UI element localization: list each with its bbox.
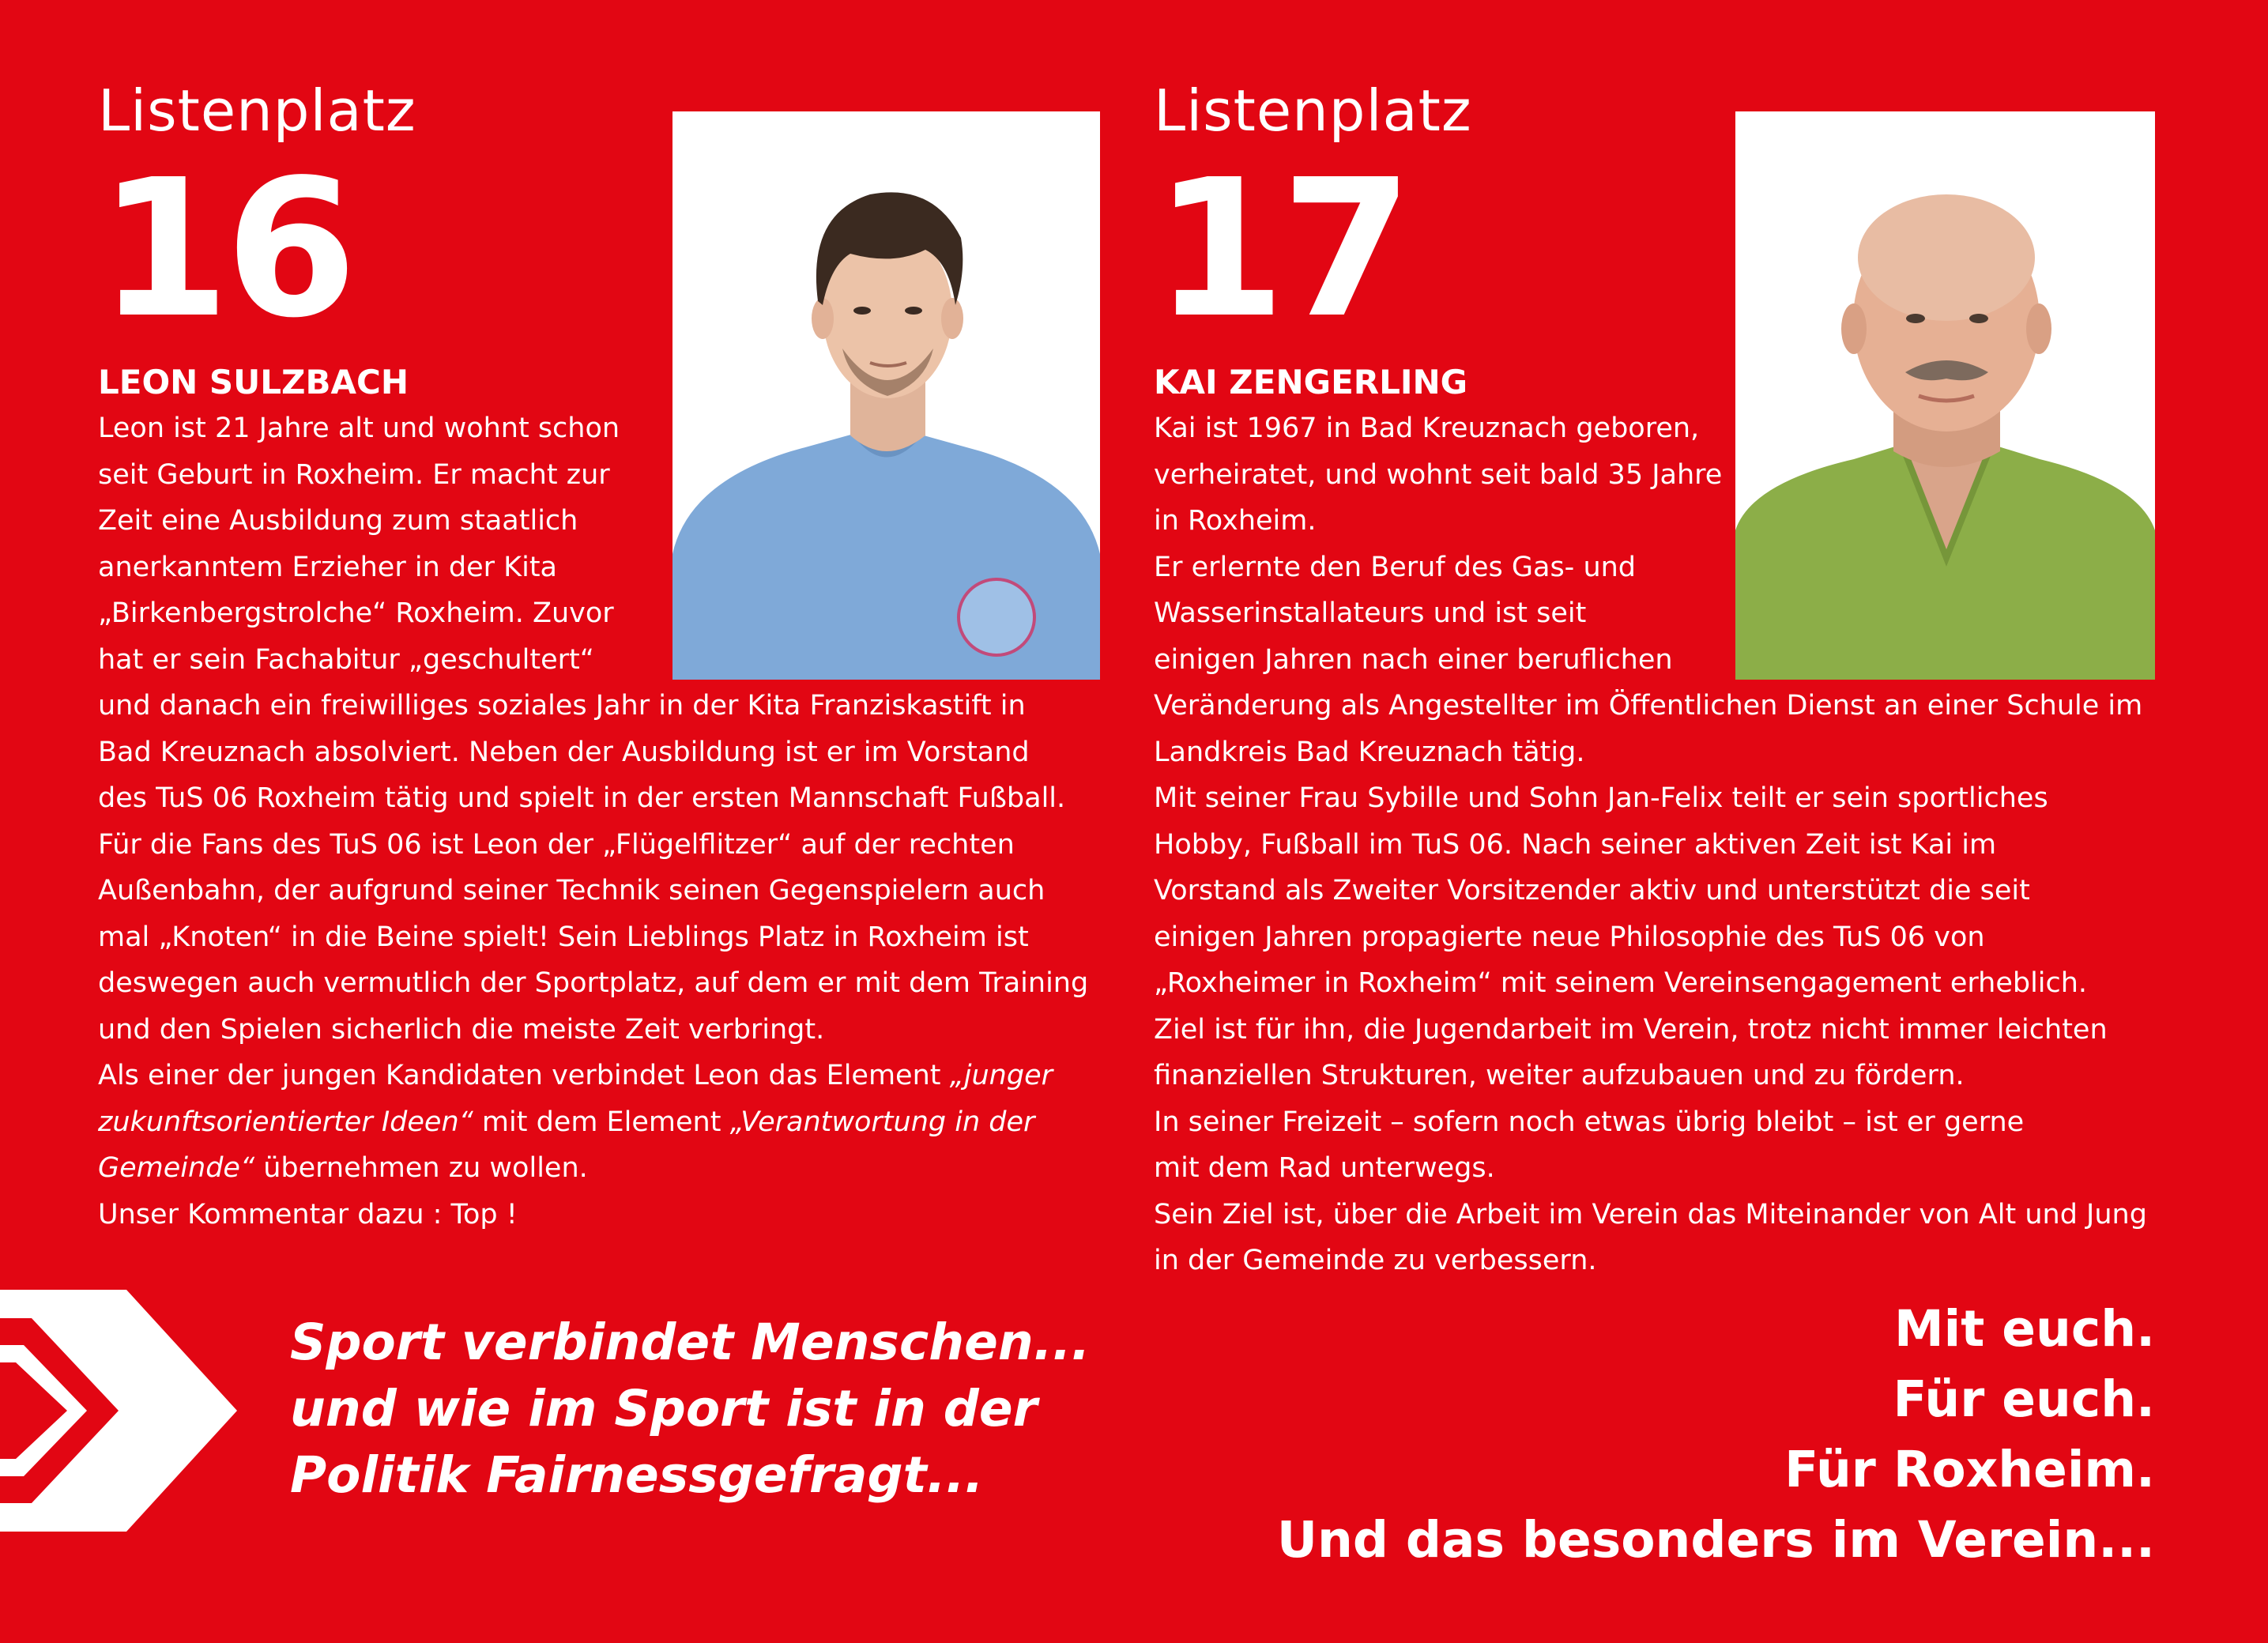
bio-line: seit Geburt in Roxheim. Er macht zur [98, 458, 610, 491]
bio-line: „Birkenbergstrolche“ Roxheim. Zuvor [98, 597, 614, 629]
slogan-line: Und das besonders im Verein... [1276, 1511, 2155, 1569]
listenplatz-label: Listenplatz [98, 77, 416, 144]
bio-line: Zeit eine Ausbildung zum staatlich [98, 505, 578, 537]
slogan-line: Politik Fairnessgefragt... [290, 1446, 984, 1504]
slogan-line: und wie im Sport ist in der [290, 1380, 1038, 1438]
list-number: 16 [98, 138, 352, 360]
bio-line [98, 1145, 1088, 1192]
bio-line: Wasserinstallateurs und ist seit [1154, 597, 1587, 629]
bio-text: Als einer der jungen Kandidaten verbindet Leon das Element [98, 1060, 950, 1091]
bio-quote: „Verantwortung in der [729, 1106, 1035, 1138]
portrait-young-man-icon [672, 111, 1100, 680]
bio-line [98, 1099, 1088, 1146]
bio-line: mit dem Rad unterwegs. [1154, 1152, 1495, 1184]
bio-line: Vorstand als Zweiter Vorsitzender aktiv und unterstützt die seit [1154, 875, 2030, 906]
bio-quote: „junger [949, 1060, 1053, 1091]
bio-line: Kai ist 1967 in Bad Kreuznach geboren, [1154, 413, 1700, 444]
candidate-photo-leon [672, 111, 1100, 680]
listenplatz-label: Listenplatz [1154, 77, 1472, 144]
bio-line [98, 1053, 1088, 1099]
bio-quote: Gemeinde“ [98, 1152, 255, 1184]
bio-quote: zukunftsorientierter Ideen“ [98, 1106, 473, 1138]
bio-line: und den Spielen sicherlich die meiste Zeit verbringt. [98, 1013, 825, 1046]
bio-text: mit dem Element [473, 1106, 730, 1138]
slogan-line: Mit euch. [1893, 1300, 2155, 1358]
list-number: 17 [1154, 138, 1408, 360]
bio-line: einigen Jahren nach einer beruflichen [1154, 643, 1673, 676]
bio-line: Landkreis Bad Kreuznach tätig. [1154, 736, 1585, 768]
bio-line: des TuS 06 Roxheim tätig und spielt in der ersten Mannschaft Fußball. [98, 782, 1066, 814]
bio-line: „Roxheimer in Roxheim“ mit seinem Vereinsengagement erheblich. [1154, 967, 2088, 999]
bio-line: mal „Knoten“ in die Beine spielt! Sein Lieblings Platz in Roxheim ist [98, 921, 1029, 953]
slogan-line: Für euch. [1893, 1370, 2155, 1428]
candidate-name: LEON SULZBACH [98, 363, 409, 401]
candidate-name: KAI ZENGERLING [1154, 363, 1468, 401]
bio-line: Hobby, Fußball im TuS 06. Nach seiner aktiven Zeit ist Kai im [1154, 828, 1997, 861]
bio-line: in der Gemeinde zu verbessern. [1154, 1245, 1597, 1276]
bio-line: Bad Kreuznach absolviert. Neben der Ausbildung ist er im Vorstand [98, 736, 1030, 768]
bio-line: Ziel ist für ihn, die Jugendarbeit im Verein, trotz nicht immer leichten [1154, 1013, 2108, 1046]
bio-line: hat er sein Fachabitur „geschultert“ [98, 643, 594, 676]
slogan-line: Sport verbindet Menschen... [290, 1313, 1091, 1371]
slogan-left [290, 1310, 1091, 1509]
bio-text: übernehmen zu wollen. [254, 1152, 588, 1184]
slogan-line: Für Roxheim. [1784, 1441, 2155, 1498]
bio-line: Mit seiner Frau Sybille und Sohn Jan-Felix teilt er sein sportliches [1154, 782, 2048, 814]
bio-line: Für die Fans des TuS 06 ist Leon der „Flügelflitzer“ auf der rechten [98, 828, 1015, 861]
bio-line: Er erlernte den Beruf des Gas- und [1154, 551, 1637, 583]
bio-line: Leon ist 21 Jahre alt und wohnt schon [98, 413, 620, 444]
bio-line: Veränderung als Angestellter im Öffentlichen Dienst an einer Schule im [1154, 690, 2143, 722]
bio-line: anerkanntem Erzieher in der Kita [98, 551, 558, 583]
bio-line: finanziellen Strukturen, weiter aufzubauen und zu fördern. [1154, 1060, 1965, 1091]
bio-line: einigen Jahren propagierte neue Philosophie des TuS 06 von [1154, 921, 1985, 953]
double-chevron-icon [0, 1290, 237, 1532]
bio-line: deswegen auch vermutlich der Sportplatz, auf dem er mit dem Training [98, 967, 1089, 999]
bio-line: Unser Kommentar dazu : Top ! [98, 1198, 518, 1230]
portrait-man-icon [1735, 111, 2155, 680]
bio-line: Sein Ziel ist, über die Arbeit im Verein das Miteinander von Alt und Jung [1154, 1198, 2147, 1230]
bio-line: Außenbahn, der aufgrund seiner Technik seinen Gegenspielern auch [98, 875, 1045, 906]
slogan-right [1277, 1294, 2155, 1575]
bio-line: In seiner Freizeit – sofern noch etwas übrig bleibt – ist er gerne [1154, 1106, 2025, 1138]
candidate-photo-kai [1735, 111, 2155, 680]
bio-line: verheiratet, und wohnt seit bald 35 Jahre [1154, 458, 1723, 491]
bio-line: in Roxheim. [1154, 505, 1317, 537]
bio-line: und danach ein freiwilliges soziales Jahr in der Kita Franziskastift in [98, 690, 1026, 722]
